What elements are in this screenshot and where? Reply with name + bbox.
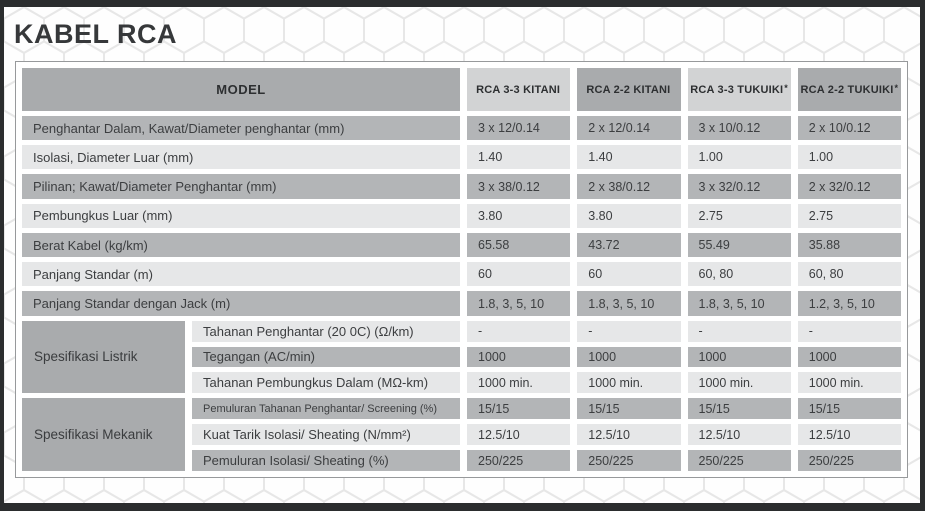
- value-cell: 2 x 32/0.12: [798, 174, 901, 198]
- group-section: [22, 398, 901, 471]
- value-cell: 250/225: [467, 450, 570, 471]
- spec-row: [22, 204, 901, 228]
- value-cell: 1000: [798, 347, 901, 368]
- value-cell: 1.8, 3, 5, 10: [467, 291, 570, 315]
- group-label-cell: Spesifikasi Listrik: [22, 321, 185, 394]
- column-header-label: RCA 3-3 TUKUIKI: [690, 83, 784, 96]
- column-header-cell: [577, 68, 680, 111]
- value-cell: 1.00: [798, 145, 901, 169]
- column-header-cell: [467, 68, 570, 111]
- subrow-label-cell: Kuat Tarik Isolasi/ Sheating (N/mm²): [192, 424, 460, 445]
- column-header-label: RCA 2-2 TUKUIKI: [800, 83, 894, 96]
- value-cell: 12.5/10: [467, 424, 570, 445]
- value-cell: 2 x 10/0.12: [798, 116, 901, 140]
- value-cell: 1000 min.: [798, 372, 901, 393]
- value-cell: 1000: [467, 347, 570, 368]
- value-cell: 1.8, 3, 5, 10: [688, 291, 791, 315]
- model-header-cell: MODEL: [22, 68, 460, 111]
- group-subrow: [192, 321, 901, 342]
- group-subrow: [192, 398, 901, 419]
- spec-row: [22, 233, 901, 257]
- value-cell: 3 x 12/0.14: [467, 116, 570, 140]
- group-section: [22, 321, 901, 394]
- group-label-cell: Spesifikasi Mekanik: [22, 398, 185, 471]
- value-cell: 3 x 10/0.12: [688, 116, 791, 140]
- group-subrow: [192, 450, 901, 471]
- value-cell: -: [798, 321, 901, 342]
- spec-row: [22, 174, 901, 198]
- group-rows: [192, 321, 901, 394]
- value-cell: 65.58: [467, 233, 570, 257]
- column-header-cell: [798, 68, 901, 111]
- column-header-asterisk: *: [894, 82, 899, 93]
- page-title: KABEL RCA: [14, 19, 178, 49]
- spec-table-panel: [15, 61, 908, 478]
- value-cell: 60: [467, 262, 570, 286]
- value-cell: 1.40: [467, 145, 570, 169]
- value-cell: 3 x 38/0.12: [467, 174, 570, 198]
- column-header-label: RCA 3-3 KITANI: [476, 83, 561, 96]
- column-header-label: RCA 2-2 KITANI: [586, 83, 671, 96]
- value-cell: 1.40: [577, 145, 680, 169]
- value-cell: 3.80: [577, 204, 680, 228]
- row-label-cell: Panjang Standar (m): [22, 262, 460, 286]
- subrow-label-cell: Pemuluran Tahanan Penghantar/ Screening (%): [192, 398, 460, 419]
- group-subrow: [192, 347, 901, 368]
- row-label-cell: Berat Kabel (kg/km): [22, 233, 460, 257]
- value-cell: -: [688, 321, 791, 342]
- subrow-label-cell: Pemuluran Isolasi/ Sheating (%): [192, 450, 460, 471]
- subrow-label-cell: Tahanan Penghantar (20 0C) (Ω/km): [192, 321, 460, 342]
- spec-row: [22, 291, 901, 315]
- group-subrow: [192, 372, 901, 393]
- value-cell: 2.75: [688, 204, 791, 228]
- value-cell: 250/225: [688, 450, 791, 471]
- value-cell: 1.2, 3, 5, 10: [798, 291, 901, 315]
- row-label-cell: Panjang Standar dengan Jack (m): [22, 291, 460, 315]
- group-rows: [192, 398, 901, 471]
- value-cell: 1000: [688, 347, 791, 368]
- value-cell: 15/15: [577, 398, 680, 419]
- row-label-cell: Isolasi, Diameter Luar (mm): [22, 145, 460, 169]
- value-cell: -: [577, 321, 680, 342]
- table-header-row: [22, 68, 901, 111]
- row-label-cell: Pembungkus Luar (mm): [22, 204, 460, 228]
- value-cell: 1.8, 3, 5, 10: [577, 291, 680, 315]
- value-cell: 60, 80: [798, 262, 901, 286]
- value-cell: 2.75: [798, 204, 901, 228]
- spec-row: [22, 145, 901, 169]
- subrow-label-cell: Tahanan Pembungkus Dalam (MΩ-km): [192, 372, 460, 393]
- value-cell: 250/225: [798, 450, 901, 471]
- value-cell: 250/225: [577, 450, 680, 471]
- value-cell: 2 x 12/0.14: [577, 116, 680, 140]
- row-label-cell: Pilinan; Kawat/Diameter Penghantar (mm): [22, 174, 460, 198]
- value-cell: 60: [577, 262, 680, 286]
- value-cell: 15/15: [688, 398, 791, 419]
- value-cell: 3 x 32/0.12: [688, 174, 791, 198]
- spec-row: [22, 116, 901, 140]
- column-header-asterisk: *: [784, 82, 788, 93]
- column-header-cell: [688, 68, 791, 111]
- subrow-label-cell: Tegangan (AC/min): [192, 347, 460, 368]
- value-cell: 12.5/10: [577, 424, 680, 445]
- value-cell: 15/15: [467, 398, 570, 419]
- value-cell: 3.80: [467, 204, 570, 228]
- value-cell: 60, 80: [688, 262, 791, 286]
- spec-row: [22, 262, 901, 286]
- value-cell: 55.49: [688, 233, 791, 257]
- value-cell: -: [467, 321, 570, 342]
- table-body: [22, 116, 901, 471]
- value-cell: 2 x 38/0.12: [577, 174, 680, 198]
- value-cell: 1000 min.: [467, 372, 570, 393]
- value-cell: 35.88: [798, 233, 901, 257]
- value-cell: 1000 min.: [688, 372, 791, 393]
- value-cell: 12.5/10: [798, 424, 901, 445]
- row-label-cell: Penghantar Dalam, Kawat/Diameter penghantar (mm): [22, 116, 460, 140]
- value-cell: 1000: [577, 347, 680, 368]
- value-cell: 15/15: [798, 398, 901, 419]
- group-subrow: [192, 424, 901, 445]
- value-cell: 12.5/10: [688, 424, 791, 445]
- value-cell: 1000 min.: [577, 372, 680, 393]
- value-cell: 43.72: [577, 233, 680, 257]
- value-cell: 1.00: [688, 145, 791, 169]
